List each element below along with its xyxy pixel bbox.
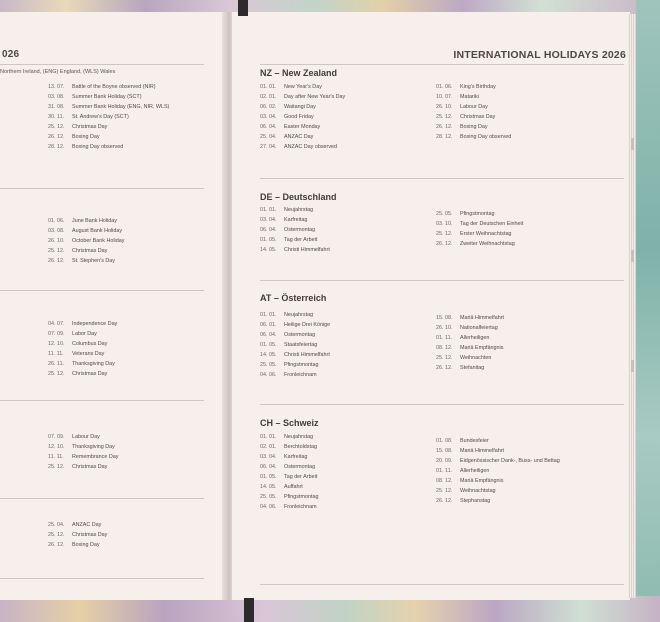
holiday-name: Remembrance Day xyxy=(72,454,119,460)
left-page xyxy=(0,12,226,600)
holiday-name: Allerheiligen xyxy=(460,335,490,341)
holiday-name: St. Stephen's Day xyxy=(72,258,115,264)
holiday-name: Christmas Day xyxy=(72,124,108,130)
holiday-date: 06. 04. xyxy=(260,332,277,338)
holiday-date: 01. 08. xyxy=(436,438,453,444)
holiday-entry xyxy=(260,360,330,370)
holiday-date: 01. 06. xyxy=(436,84,453,90)
holiday-entry xyxy=(260,142,345,152)
holiday-name: Weihnachten xyxy=(460,355,492,361)
holiday-date: 02. 01. xyxy=(260,444,277,450)
holiday-entry xyxy=(48,216,124,226)
holiday-date: 03. 08. xyxy=(48,228,65,234)
holiday-entry xyxy=(48,369,117,379)
holiday-entry xyxy=(436,82,511,92)
nz-col2 xyxy=(436,82,511,142)
holiday-date: 25. 12. xyxy=(48,464,65,470)
right-page xyxy=(232,12,630,600)
holiday-date: 26. 12. xyxy=(436,498,453,504)
holiday-name: ANZAC Day xyxy=(284,134,314,140)
holiday-name: Neujahrstag xyxy=(284,312,314,318)
holiday-entry xyxy=(436,132,511,142)
holiday-name: Nationalfeiertag xyxy=(460,325,498,331)
holiday-name: Independence Day xyxy=(72,321,118,327)
uk-note: Northern Ireland, (ENG) England, (WLS) Wales xyxy=(0,69,116,75)
holiday-date: 14. 05. xyxy=(260,247,277,253)
holiday-name: Zweiter Weihnachtstag xyxy=(460,241,515,247)
holiday-name: Stefanitag xyxy=(460,365,485,371)
holiday-date: 04. 06. xyxy=(260,372,277,378)
holiday-entry xyxy=(260,122,345,132)
holiday-date: 10. 07. xyxy=(436,94,453,100)
page-tab-mark xyxy=(631,138,634,150)
holiday-name: Waitangi Day xyxy=(284,104,316,110)
holiday-entry xyxy=(48,442,118,452)
holiday-entry xyxy=(260,92,345,102)
holiday-entry xyxy=(48,132,169,142)
holiday-date: 01. 06. xyxy=(48,218,65,224)
bookmark-ribbon xyxy=(244,598,254,622)
holiday-entry xyxy=(48,349,117,359)
holiday-name: King's Birthday xyxy=(460,84,496,90)
holiday-date: 25. 12. xyxy=(48,371,65,377)
holiday-name: Columbus Day xyxy=(72,341,108,347)
page-tab-mark xyxy=(631,250,634,262)
au-list xyxy=(48,520,107,550)
holiday-entry xyxy=(48,122,169,132)
holiday-name: Easter Monday xyxy=(284,124,321,130)
holiday-entry xyxy=(48,432,118,442)
holiday-name: Summer Bank Holiday (SCT) xyxy=(72,94,142,100)
holiday-name: Bundesfeier xyxy=(460,438,489,444)
holiday-date: 26. 12. xyxy=(436,124,453,130)
holiday-date: 01. 05. xyxy=(260,474,277,480)
section-title-at: AT – Österreich xyxy=(260,293,327,303)
ie-list xyxy=(48,216,124,266)
holiday-entry xyxy=(260,330,330,340)
holiday-date: 07. 09. xyxy=(48,331,65,337)
holiday-date: 25. 12. xyxy=(48,248,65,254)
holiday-entry xyxy=(260,235,330,245)
holiday-date: 01. 01. xyxy=(260,207,277,213)
holiday-name: Labour Day xyxy=(460,104,488,110)
holiday-entry xyxy=(260,132,345,142)
holiday-entry xyxy=(260,245,330,255)
holiday-date: 26. 12. xyxy=(436,241,453,247)
holiday-entry xyxy=(436,102,511,112)
holiday-date: 28. 12. xyxy=(436,134,453,140)
holiday-name: Matariki xyxy=(460,94,479,100)
holiday-date: 03. 08. xyxy=(48,94,65,100)
bookmark-ribbon xyxy=(238,0,248,16)
holiday-entry xyxy=(260,112,345,122)
holiday-entry xyxy=(260,350,330,360)
holiday-date: 01. 01. xyxy=(260,434,277,440)
holiday-date: 20. 09. xyxy=(436,458,453,464)
holiday-date: 27. 04. xyxy=(260,144,277,150)
holiday-entry xyxy=(260,462,318,472)
holiday-date: 01. 11. xyxy=(436,335,453,341)
holiday-name: St. Andrew's Day (SCT) xyxy=(72,114,129,120)
holiday-date: 25. 12. xyxy=(48,532,65,538)
holiday-name: New Year's Day xyxy=(284,84,322,90)
holiday-entry xyxy=(260,310,330,320)
holiday-entry xyxy=(48,236,124,246)
holiday-entry xyxy=(48,82,169,92)
holiday-name: Stephanstag xyxy=(460,498,491,504)
holiday-entry xyxy=(48,530,107,540)
section-title-de: DE – Deutschland xyxy=(260,192,337,202)
holiday-name: Day after New Year's Day xyxy=(284,94,346,100)
holiday-date: 04. 06. xyxy=(260,504,277,510)
holiday-date: 03. 04. xyxy=(260,454,277,460)
holiday-name: Fronleichnam xyxy=(284,372,317,378)
holiday-date: 26. 12. xyxy=(48,542,65,548)
holiday-date: 06. 04. xyxy=(260,464,277,470)
holiday-name: Boxing Day observed xyxy=(72,144,124,150)
holiday-date: 26. 12. xyxy=(48,258,65,264)
at-col2 xyxy=(436,313,504,373)
holiday-name: Labour Day xyxy=(72,434,100,440)
holiday-name: Auffahrt xyxy=(284,484,303,490)
holiday-name: Tag der Deutschen Einheit xyxy=(460,221,524,227)
holiday-date: 15. 08. xyxy=(436,315,453,321)
holiday-date: 31. 08. xyxy=(48,104,65,110)
rule xyxy=(0,64,204,65)
holiday-name: October Bank Holiday xyxy=(72,238,125,244)
holiday-entry xyxy=(260,340,330,350)
holiday-entry xyxy=(260,215,330,225)
holiday-entry xyxy=(48,256,124,266)
holiday-name: Tag der Arbeit xyxy=(284,237,318,243)
holiday-entry xyxy=(436,92,511,102)
holiday-name: ANZAC Day observed xyxy=(284,144,338,150)
holiday-name: Boxing Day xyxy=(72,134,100,140)
holiday-date: 12. 10. xyxy=(48,341,65,347)
holiday-entry xyxy=(48,540,107,550)
uk-list xyxy=(48,82,169,152)
holiday-name: Mariä Empfängnis xyxy=(460,478,504,484)
holiday-name: Pfingstmontag xyxy=(284,362,319,368)
holiday-date: 06. 02. xyxy=(260,104,277,110)
holiday-name: Mariä Empfängnis xyxy=(460,345,504,351)
holiday-entry xyxy=(48,520,107,530)
rule xyxy=(260,404,624,405)
holiday-entry xyxy=(436,446,560,456)
holiday-name: Tag der Arbeit xyxy=(284,474,318,480)
rule xyxy=(260,584,624,585)
page-tab-mark xyxy=(631,360,634,372)
holiday-name: Good Friday xyxy=(284,114,314,120)
holiday-entry xyxy=(436,436,560,446)
holiday-date: 14. 05. xyxy=(260,352,277,358)
holiday-date: 06. 01. xyxy=(260,322,277,328)
holiday-entry xyxy=(48,92,169,102)
holiday-entry xyxy=(260,452,318,462)
holiday-date: 14. 05. xyxy=(260,484,277,490)
holiday-entry xyxy=(260,482,318,492)
holiday-name: Neujahrstag xyxy=(284,434,314,440)
holiday-name: Mariä Himmelfahrt xyxy=(460,315,505,321)
holiday-name: Boxing Day xyxy=(460,124,488,130)
holiday-name: Summer Bank Holiday (ENG, NIR, WLS) xyxy=(72,104,170,110)
holiday-date: 01. 05. xyxy=(260,342,277,348)
page-edges xyxy=(628,14,636,598)
holiday-name: Labor Day xyxy=(72,331,97,337)
holiday-entry xyxy=(260,82,345,92)
holiday-entry xyxy=(436,496,560,506)
holiday-date: 13. 07. xyxy=(48,84,65,90)
section-title-nz: NZ – New Zealand xyxy=(260,68,338,78)
rule xyxy=(0,290,204,291)
holiday-date: 07. 09. xyxy=(48,434,65,440)
holiday-date: 25. 12. xyxy=(436,231,453,237)
holiday-name: Thanksgiving Day xyxy=(72,361,115,367)
holiday-name: Berchtoldstag xyxy=(284,444,317,450)
holiday-name: Ostermontag xyxy=(284,227,316,233)
holiday-name: Erster Weihnachtstag xyxy=(460,231,512,237)
holiday-date: 06. 04. xyxy=(260,124,277,130)
ch-col2 xyxy=(436,436,560,506)
holiday-date: 11. 11. xyxy=(48,351,64,357)
holiday-date: 01. 01. xyxy=(260,84,277,90)
holiday-date: 08. 12. xyxy=(436,478,453,484)
de-col2 xyxy=(436,209,523,249)
holiday-entry xyxy=(436,343,504,353)
holiday-name: Battle of the Boyne observed (NIR) xyxy=(72,84,156,90)
holiday-entry xyxy=(48,246,124,256)
at-col1 xyxy=(260,310,330,380)
holiday-name: Christi Himmelfahrt xyxy=(284,352,330,358)
holiday-date: 25. 12. xyxy=(436,114,453,120)
holiday-entry xyxy=(436,112,511,122)
holiday-name: Eidgenössischer Dank-, Buss- und Bettag xyxy=(460,458,560,464)
rule xyxy=(0,498,204,499)
holiday-name: Staatsfeiertag xyxy=(284,342,318,348)
holiday-entry xyxy=(260,320,330,330)
holiday-entry xyxy=(48,452,118,462)
rule xyxy=(260,280,624,281)
ca-list xyxy=(48,432,118,472)
holiday-entry xyxy=(260,472,318,482)
holiday-name: Heilige Drei Könige xyxy=(284,322,331,328)
holiday-date: 25. 04. xyxy=(260,134,277,140)
holiday-date: 01. 05. xyxy=(260,237,277,243)
left-page-header: 026 xyxy=(2,49,20,60)
holiday-date: 25. 04. xyxy=(48,522,65,528)
holiday-name: June Bank Holiday xyxy=(72,218,117,224)
holiday-name: Thanksgiving Day xyxy=(72,444,115,450)
de-col1 xyxy=(260,205,330,255)
holiday-name: Karfreitag xyxy=(284,454,308,460)
holiday-date: 02. 01. xyxy=(260,94,277,100)
holiday-date: 25. 05. xyxy=(260,494,277,500)
holiday-date: 08. 12. xyxy=(436,345,453,351)
holiday-entry xyxy=(260,492,318,502)
ch-col1 xyxy=(260,432,318,512)
holiday-name: Christmas Day xyxy=(460,114,496,120)
holiday-date: 12. 10. xyxy=(48,444,65,450)
holiday-name: Christmas Day xyxy=(72,248,108,254)
rule xyxy=(0,400,204,401)
holiday-entry xyxy=(436,353,504,363)
holiday-date: 25. 12. xyxy=(48,124,65,130)
holiday-date: 03. 10. xyxy=(436,221,453,227)
holiday-name: Christmas Day xyxy=(72,464,108,470)
holiday-date: 03. 04. xyxy=(260,114,277,120)
holiday-entry xyxy=(48,359,117,369)
holiday-entry xyxy=(436,466,560,476)
holiday-entry xyxy=(436,209,523,219)
holiday-date: 25. 05. xyxy=(260,362,277,368)
holiday-entry xyxy=(48,319,117,329)
holiday-entry xyxy=(436,363,504,373)
holiday-date: 26. 12. xyxy=(436,365,453,371)
holiday-name: Ostermontag xyxy=(284,332,316,338)
holiday-entry xyxy=(436,456,560,466)
rule xyxy=(0,578,204,579)
holiday-name: Allerheiligen xyxy=(460,468,490,474)
holiday-entry xyxy=(48,142,169,152)
holiday-entry xyxy=(260,225,330,235)
holiday-name: August Bank Holiday xyxy=(72,228,123,234)
rule xyxy=(260,64,624,65)
holiday-entry xyxy=(436,219,523,229)
holiday-date: 25. 12. xyxy=(436,488,453,494)
holiday-name: Neujahrstag xyxy=(284,207,314,213)
holiday-date: 26. 10. xyxy=(436,325,453,331)
holiday-entry xyxy=(436,239,523,249)
right-page-header: INTERNATIONAL HOLIDAYS 2026 xyxy=(453,49,626,61)
holiday-entry xyxy=(436,229,523,239)
holiday-name: Mariä Himmelfahrt xyxy=(460,448,505,454)
holiday-entry xyxy=(436,323,504,333)
holiday-entry xyxy=(436,476,560,486)
holiday-entry xyxy=(48,226,124,236)
holiday-entry xyxy=(436,122,511,132)
holiday-entry xyxy=(260,205,330,215)
holiday-name: Fronleichnam xyxy=(284,504,317,510)
holiday-entry xyxy=(436,333,504,343)
holiday-name: Weihnachtstag xyxy=(460,488,496,494)
holiday-name: ANZAC Day xyxy=(72,522,102,528)
holiday-date: 11. 11. xyxy=(48,454,64,460)
holiday-name: Pfingstmontag xyxy=(284,494,319,500)
rule xyxy=(260,178,624,179)
holiday-name: Ostermontag xyxy=(284,464,316,470)
holiday-date: 01. 11. xyxy=(436,468,453,474)
rule xyxy=(0,188,204,189)
holiday-name: Boxing Day observed xyxy=(460,134,512,140)
holiday-date: 26. 10. xyxy=(48,238,65,244)
holiday-entry xyxy=(260,442,318,452)
book-cover-edge xyxy=(636,0,660,622)
holiday-name: Pfingstmontag xyxy=(460,211,495,217)
holiday-date: 30. 11. xyxy=(48,114,65,120)
holiday-date: 03. 04. xyxy=(260,217,277,223)
holiday-date: 01. 01. xyxy=(260,312,277,318)
holiday-date: 06. 04. xyxy=(260,227,277,233)
holiday-date: 25. 12. xyxy=(436,355,453,361)
holiday-entry xyxy=(260,102,345,112)
holiday-name: Christmas Day xyxy=(72,532,108,538)
holiday-date: 04. 07. xyxy=(48,321,65,327)
section-title-ch: CH – Schweiz xyxy=(260,418,319,428)
holiday-entry xyxy=(436,486,560,496)
holiday-entry xyxy=(260,370,330,380)
holiday-name: Boxing Day xyxy=(72,542,100,548)
holiday-date: 26. 12. xyxy=(48,134,65,140)
holiday-name: Christi Himmelfahrt xyxy=(284,247,330,253)
holiday-date: 26. 10. xyxy=(436,104,453,110)
us-list xyxy=(48,319,117,379)
holiday-date: 28. 12. xyxy=(48,144,65,150)
holiday-date: 15. 08. xyxy=(436,448,453,454)
holiday-entry xyxy=(48,102,169,112)
holiday-entry xyxy=(436,313,504,323)
holiday-date: 26. 11. xyxy=(48,361,65,367)
holiday-entry xyxy=(260,502,318,512)
holiday-name: Veterans Day xyxy=(72,351,105,357)
holiday-entry xyxy=(48,112,169,122)
nz-col1 xyxy=(260,82,345,152)
holiday-entry xyxy=(48,329,117,339)
holiday-name: Karfreitag xyxy=(284,217,308,223)
holiday-entry xyxy=(48,462,118,472)
holiday-entry xyxy=(48,339,117,349)
holiday-name: Christmas Day xyxy=(72,371,108,377)
holiday-entry xyxy=(260,432,318,442)
holiday-date: 25. 05. xyxy=(436,211,453,217)
